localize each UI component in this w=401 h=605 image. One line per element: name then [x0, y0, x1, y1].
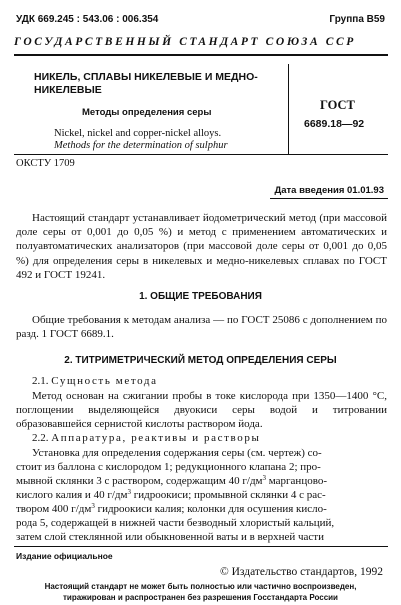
title-divider: [288, 64, 289, 154]
official-edition: Издание официальное: [16, 551, 113, 561]
group-code: Группа В59: [329, 14, 385, 25]
effective-date-label: Дата введения: [274, 185, 345, 196]
effective-date: [274, 185, 384, 196]
subsection-2-2-number: 2.2.: [32, 432, 49, 444]
title-english-2: Methods for the determination of sulphur: [54, 140, 228, 151]
effective-date-value: 01.01.93: [347, 185, 384, 196]
standard-banner: ГОСУДАРСТВЕННЫЙ СТАНДАРТ СОЮЗА ССР: [14, 36, 356, 48]
footer-rule: [14, 546, 388, 547]
subsection-2-1-text: Метод основан на сжигании пробы в токе кислорода при 1350—1400 °С, поглощении выделяющейся двуокиси серы водой и титровании образовавшейся сернистой кислоты раствором йода.: [16, 390, 387, 431]
superscript-3: 3: [262, 474, 267, 482]
subsection-2-2-title: [32, 432, 260, 444]
okstu-code: ОКСТУ 1709: [16, 158, 75, 169]
reproduction-notice-1: Настоящий стандарт не может быть полностью или частично воспроизведен,: [44, 582, 357, 591]
copyright: © Издательство стандартов, 1992: [219, 566, 383, 578]
title-subtitle: Методы определения серы: [82, 107, 212, 118]
gost-label: ГОСТ: [320, 98, 355, 112]
title-line-2: НИКЕЛЕВЫЕ: [34, 84, 102, 96]
superscript-3: 3: [91, 502, 95, 510]
apparatus-line-6: рода 5, содержащей в нижней части безводный хлористый кальций,: [16, 517, 335, 529]
banner-rule: [14, 54, 388, 56]
apparatus-line-1: Установка для определения содержания серы (см. чертеж) со-: [32, 447, 322, 459]
superscript-3: 3: [127, 488, 131, 496]
title-line-1: НИКЕЛЬ, СПЛАВЫ НИКЕЛЕВЫЕ И МЕДНО-: [34, 71, 258, 83]
apparatus-line-7: затем слой стеклянной или обыкновенной ваты и в верхней части: [16, 531, 324, 543]
udc-code: УДК 669.245 : 543.06 : 006.354: [16, 14, 159, 25]
apparatus-line-5: твором 400 $г/дм^3$ гидроокиси калия; колонки для осушения кисло-: [16, 502, 327, 515]
apparatus-line-4: кислого калия и 40 $г/дм^3$ гидроокиси; промывной склянки 4 с рас-: [16, 488, 326, 501]
intro-paragraph: Настоящий стандарт устанавливает йодометрический метод (при массовой доле серы от 0,001 до 0,05 %) и метод с применением автоматических и полуавтоматических анализаторов (при массовой доле серы от 0,001 до 0,05 %) для определения серы в никелевых и медно-никелевых сплавах по ГОСТ 492 и ГОСТ 19241.: [16, 212, 387, 281]
subsection-2-1-title: [32, 375, 158, 387]
section-1-heading: 1. ОБЩИЕ ТРЕБОВАНИЯ: [139, 291, 262, 302]
title-rule: [14, 154, 388, 155]
effective-rule: [270, 198, 388, 199]
apparatus-line-3: мывной склянки 3 с раствором, содержащим 40 $г/дм^3$ марганцово-: [16, 474, 327, 487]
apparatus-line-2: стоит из баллона с кислородом 1; редукционного клапана 2; про-: [16, 461, 321, 473]
title-english-1: Nickel, nickel and copper-nickel alloys.: [54, 128, 222, 139]
subsection-2-1-number: 2.1.: [32, 375, 49, 387]
subsection-2-2-name: Аппаратура, реактивы и растворы: [51, 432, 261, 444]
reproduction-notice-2: тиражирован и распространен без разрешения Госстандарта России: [63, 593, 338, 602]
section-2-heading: 2. ТИТРИМЕТРИЧЕСКИЙ МЕТОД ОПРЕДЕЛЕНИЯ СЕРЫ: [64, 355, 337, 366]
gost-number: 6689.18—92: [304, 118, 365, 130]
subsection-2-1-name: Сущность метода: [51, 375, 158, 387]
section-1-text: Общие требования к методам анализа — по ГОСТ 25086 с дополнением по разд. 1 ГОСТ 6689.1.: [16, 314, 387, 341]
